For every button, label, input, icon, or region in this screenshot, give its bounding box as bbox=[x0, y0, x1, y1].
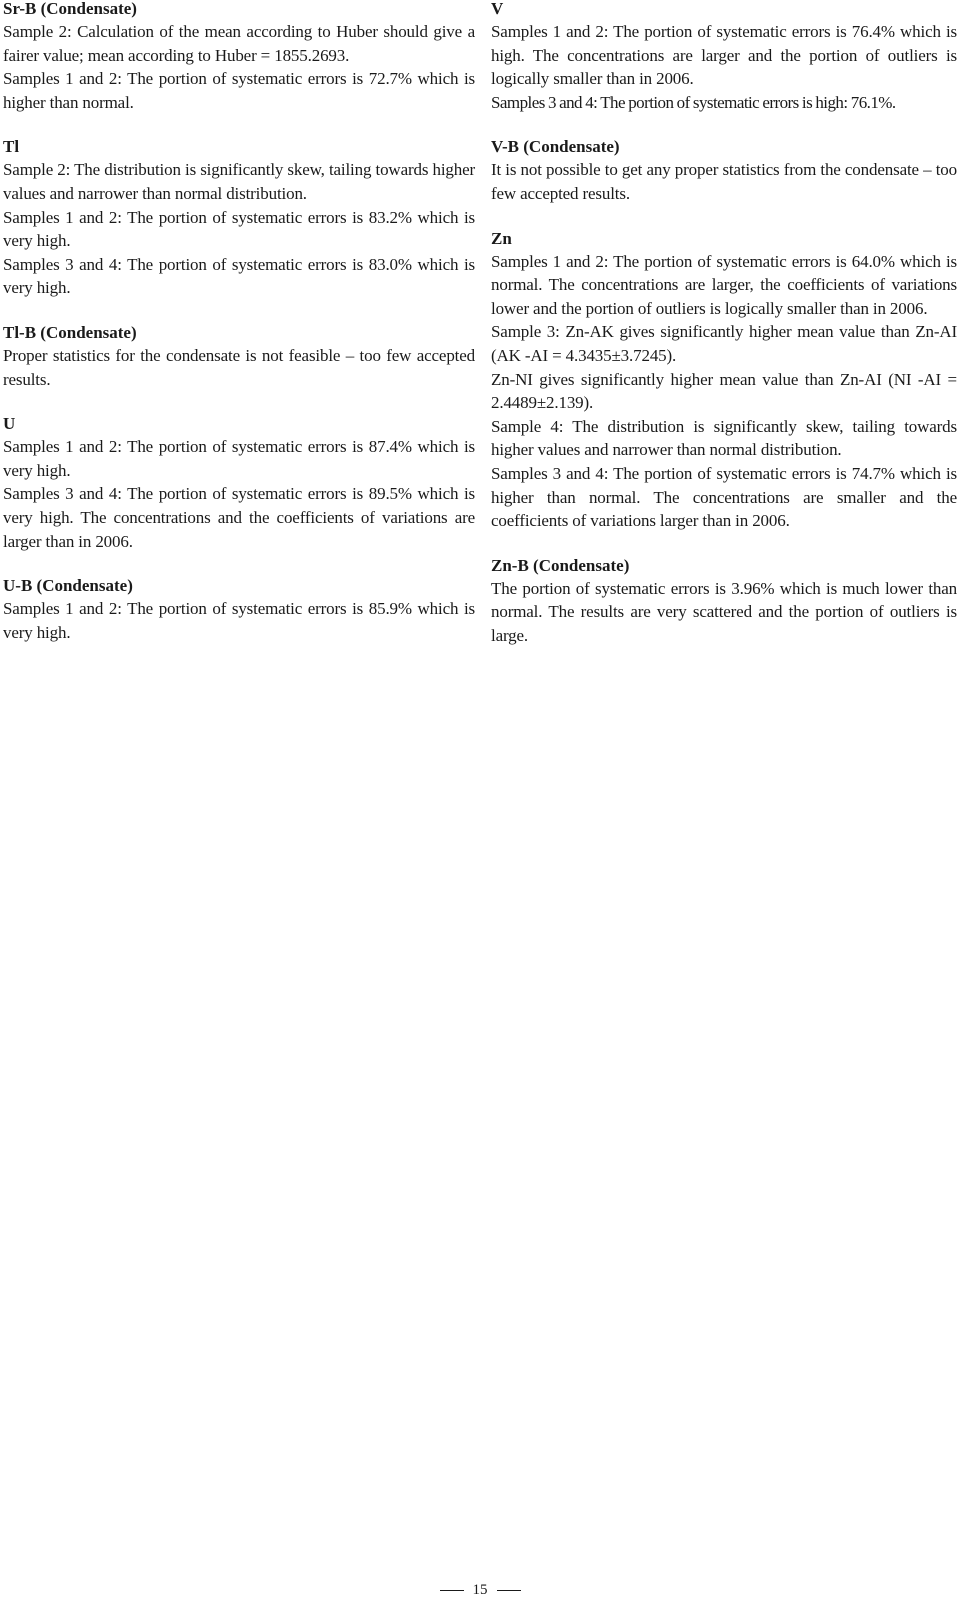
section-sr-b-condensate bbox=[3, 0, 475, 114]
section-heading: Tl-B (Condensate) bbox=[3, 322, 137, 342]
section-paragraph: Sample 4: The distribution is significantly skew, tailing towards higher values and narrower than normal distribution. bbox=[491, 416, 957, 460]
left-column bbox=[3, 0, 475, 665]
section-paragraph: Samples 1 and 2: The portion of systematic errors is 72.7% which is higher than normal. bbox=[3, 69, 475, 112]
section-paragraph: Samples 3 and 4: The portion of systematic errors is 74.7% which is higher than normal. The concentrations are smaller and the coefficients of variations larger than in 2006. bbox=[491, 463, 957, 531]
section-paragraph: Samples 1 and 2: The portion of systematic errors is 64.0% which is normal. The concentrations are larger, the coefficients of variations lower and the portion of outliers is logically smaller than in 2006. bbox=[491, 251, 957, 318]
page-number: 15 bbox=[472, 1582, 488, 1598]
section-u bbox=[3, 412, 475, 553]
section-paragraph: Samples 1 and 2: The portion of systematic errors is 85.9% which is very high. bbox=[3, 599, 475, 642]
section-heading: U bbox=[3, 414, 16, 434]
section-heading: V-B (Condensate) bbox=[491, 137, 620, 157]
section-paragraph: Samples 3 and 4: The portion of systematic errors is 83.0% which is very high. bbox=[3, 254, 475, 298]
section-paragraph: It is not possible to get any proper statistics from the condensate – too few accepted results. bbox=[491, 160, 957, 203]
section-tl bbox=[3, 135, 475, 300]
section-heading: Tl bbox=[3, 137, 20, 157]
section-zn bbox=[491, 227, 957, 533]
section-heading: U-B (Condensate) bbox=[3, 576, 133, 596]
section-heading: Zn bbox=[491, 228, 512, 248]
footer-dash-left bbox=[440, 1590, 464, 1591]
section-paragraph: Samples 1 and 2: The portion of systematic errors is 76.4% which is high. The concentrations are larger and the portion of outliers is logically smaller than in 2006. bbox=[491, 22, 957, 89]
section-paragraph: Samples 1 and 2: The portion of systematic errors is 83.2% which is very high. bbox=[3, 207, 475, 251]
section-zn-b-condensate bbox=[491, 554, 957, 648]
section-tl-b-condensate bbox=[3, 321, 475, 391]
section-paragraph: Sample 2: Calculation of the mean according to Huber should give a fairer value; mean according to Huber = 1855.2693. bbox=[3, 22, 475, 65]
section-paragraph: The portion of systematic errors is 3.96% which is much lower than normal. The results are very scattered and the portion of outliers is large. bbox=[491, 578, 957, 645]
section-paragraph: Samples 3 and 4: The portion of systematic errors is high: 76.1%. bbox=[491, 92, 896, 112]
section-v-b-condensate bbox=[491, 135, 957, 205]
section-heading: Sr-B (Condensate) bbox=[3, 0, 137, 18]
section-paragraph: Zn-NI gives significantly higher mean value than Zn-AI (NI -AI = 2.4489±2.139). bbox=[491, 369, 957, 413]
section-paragraph: Samples 1 and 2: The portion of systematic errors is 87.4% which is very high. bbox=[3, 437, 475, 480]
section-paragraph: Sample 2: The distribution is significantly skew, tailing towards higher values and narrower than normal distribution. bbox=[3, 160, 475, 203]
section-paragraph: Sample 3: Zn-AK gives significantly higher mean value than Zn-AI (AK -AI = 4.3435±3.7245). bbox=[491, 322, 957, 365]
section-heading: V bbox=[491, 0, 504, 18]
section-paragraph: Samples 3 and 4: The portion of systematic errors is 89.5% which is very high. The concentrations and the coefficients of variations are larger than in 2006. bbox=[3, 484, 475, 551]
right-column bbox=[491, 0, 957, 668]
footer-dash-right bbox=[497, 1590, 521, 1591]
page-footer bbox=[0, 1581, 960, 1599]
section-paragraph: Proper statistics for the condensate is not feasible – too few accepted results. bbox=[3, 345, 475, 389]
section-v bbox=[491, 0, 957, 114]
section-heading: Zn-B (Condensate) bbox=[491, 555, 630, 575]
section-u-b-condensate bbox=[3, 574, 475, 644]
